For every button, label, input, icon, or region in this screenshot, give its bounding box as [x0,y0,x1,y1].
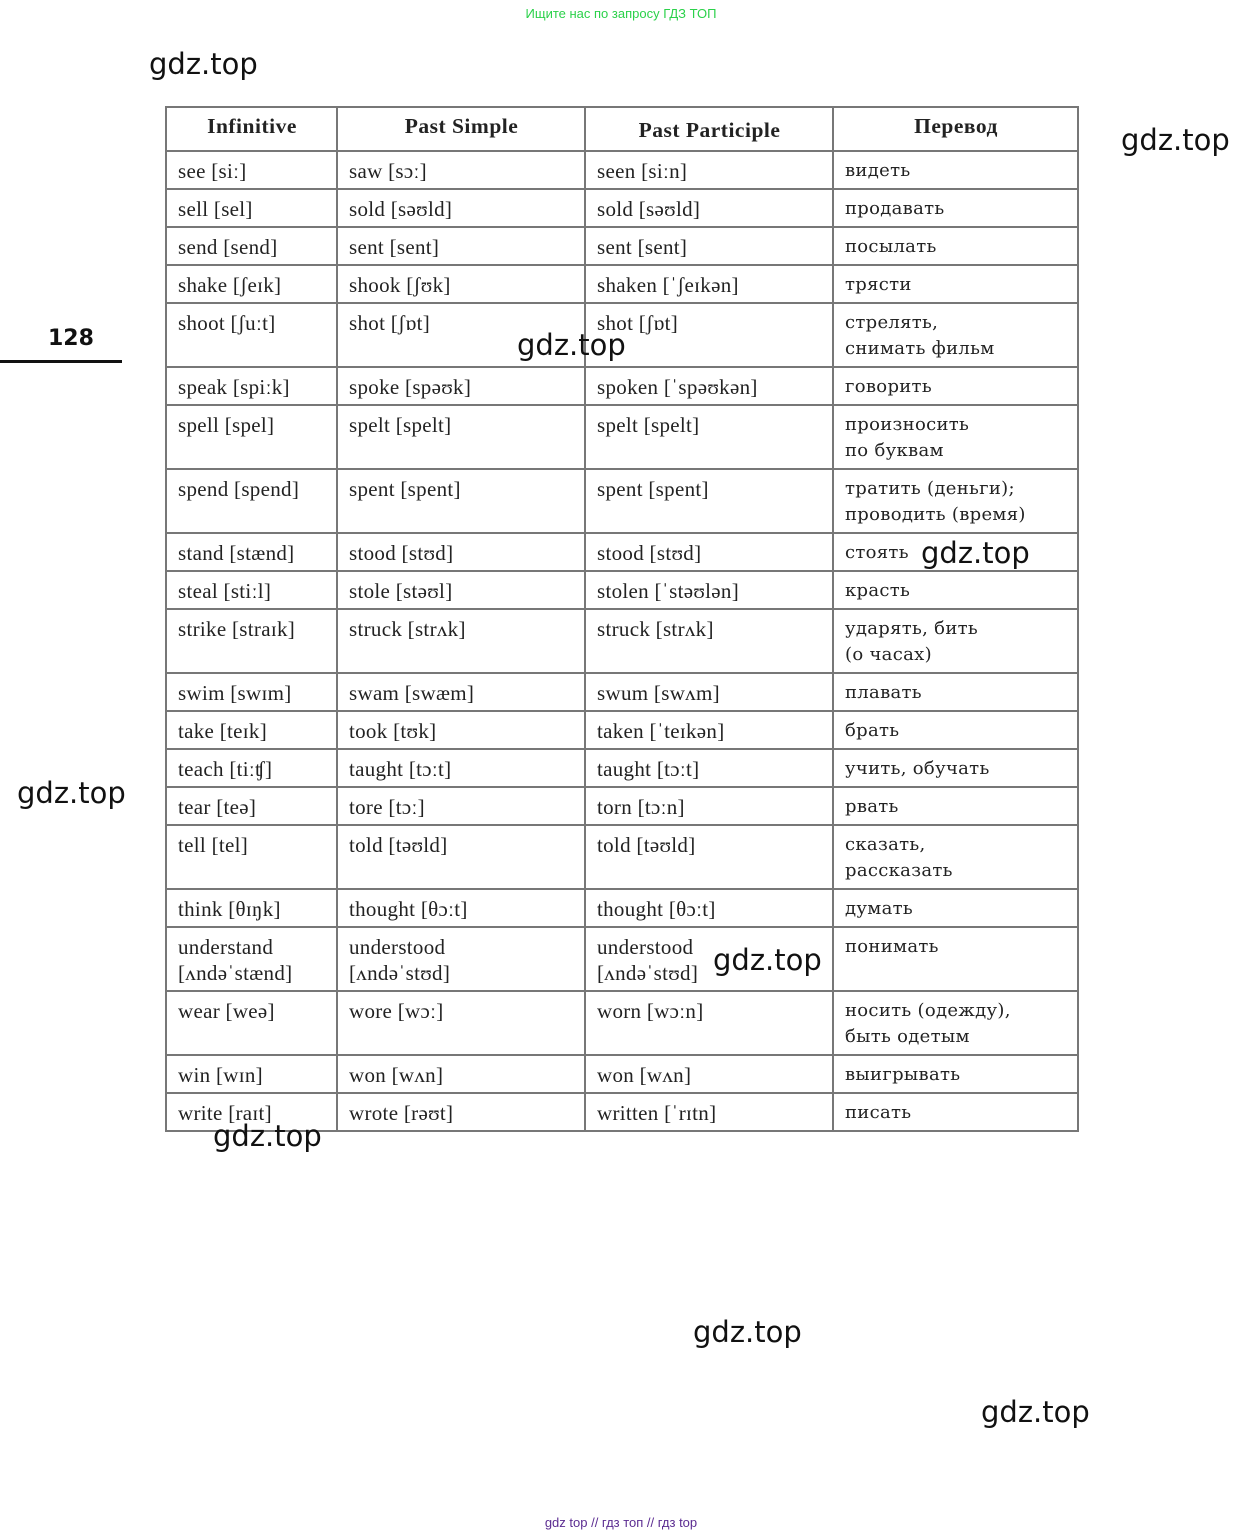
past-participle-cell: stood [stʊd] [585,533,833,571]
table-row [166,787,1078,825]
infinitive-cell: send [send] [166,227,337,265]
table-row [166,367,1078,405]
translation-cell: рвать [833,787,1078,825]
translation-cell: писать [833,1093,1078,1131]
header-infinitive: Infinitive [166,107,337,151]
table-row [166,991,1078,1055]
infinitive-cell: spell [spel] [166,405,337,469]
watermark: gdz.top [1121,123,1230,157]
translation-cell: брать [833,711,1078,749]
table-row [166,265,1078,303]
infinitive-cell: understand [ʌndəˈstænd] [166,927,337,991]
table-row [166,189,1078,227]
past-simple-cell: sold [səʊld] [337,189,585,227]
translation-cell: носить (одежду), быть одетым [833,991,1078,1055]
past-simple-cell: wore [wɔː] [337,991,585,1055]
page-number-rule [0,360,122,363]
top-banner-link[interactable]: Ищите нас по запросу ГДЗ ТОП [525,6,717,21]
past-simple-cell: won [wʌn] [337,1055,585,1093]
table-header-row [166,107,1078,151]
table-row [166,673,1078,711]
watermark: gdz.top [981,1395,1090,1429]
table-row [166,151,1078,189]
past-participle-cell: told [təʊld] [585,825,833,889]
past-simple-cell: taught [tɔːt] [337,749,585,787]
table-row [166,1055,1078,1093]
translation-cell: думать [833,889,1078,927]
table-row [166,825,1078,889]
past-simple-cell: spent [spent] [337,469,585,533]
translation-cell: тратить (деньги); проводить (время) [833,469,1078,533]
table-row [166,469,1078,533]
past-participle-cell: swum [swʌm] [585,673,833,711]
translation-cell: учить, обучать [833,749,1078,787]
infinitive-cell: strike [straɪk] [166,609,337,673]
past-simple-cell: saw [sɔː] [337,151,585,189]
translation-cell: трясти [833,265,1078,303]
past-participle-cell: spelt [spelt] [585,405,833,469]
page-number: 128 [48,326,94,351]
header-translation: Перевод [833,107,1078,151]
past-simple-cell: struck [strʌk] [337,609,585,673]
infinitive-cell: shake [ʃeɪk] [166,265,337,303]
table-row [166,405,1078,469]
past-simple-cell: swam [swæm] [337,673,585,711]
translation-cell: красть [833,571,1078,609]
translation-cell: понимать [833,927,1078,991]
infinitive-cell: write [raɪt] [166,1093,337,1131]
past-simple-cell: took [tʊk] [337,711,585,749]
past-simple-cell: told [təʊld] [337,825,585,889]
past-simple-cell: shot [ʃɒt] [337,303,585,367]
watermark: gdz.top [149,47,258,81]
past-simple-cell: thought [θɔːt] [337,889,585,927]
translation-cell: видеть [833,151,1078,189]
past-participle-cell: understood [ʌndəˈstʊd] [585,927,833,991]
past-participle-cell: won [wʌn] [585,1055,833,1093]
table-row [166,571,1078,609]
infinitive-cell: teach [tiːʧ] [166,749,337,787]
translation-cell: продавать [833,189,1078,227]
translation-cell: стрелять, снимать фильм [833,303,1078,367]
past-participle-cell: taken [ˈteɪkən] [585,711,833,749]
past-simple-cell: wrote [rəʊt] [337,1093,585,1131]
infinitive-cell: take [teɪk] [166,711,337,749]
table-row [166,227,1078,265]
table-row [166,609,1078,673]
past-simple-cell: tore [tɔː] [337,787,585,825]
past-participle-cell: written [ˈrɪtn] [585,1093,833,1131]
translation-cell: выигрывать [833,1055,1078,1093]
table-row [166,749,1078,787]
infinitive-cell: tear [teə] [166,787,337,825]
past-simple-cell: spoke [spəʊk] [337,367,585,405]
past-simple-cell: sent [sent] [337,227,585,265]
translation-cell: плавать [833,673,1078,711]
watermark: gdz.top [213,1119,322,1153]
footer-links[interactable]: gdz top // гдз топ // гдз top [544,1515,698,1530]
infinitive-cell: stand [stænd] [166,533,337,571]
past-participle-cell: seen [siːn] [585,151,833,189]
infinitive-cell: sell [sel] [166,189,337,227]
past-participle-cell: spoken [ˈspəʊkən] [585,367,833,405]
translation-cell: говорить [833,367,1078,405]
table-row [166,711,1078,749]
past-participle-cell: taught [tɔːt] [585,749,833,787]
past-simple-cell: stole [stəʊl] [337,571,585,609]
irregular-verbs-table [165,106,1079,1132]
past-simple-cell: stood [stʊd] [337,533,585,571]
watermark: gdz.top [517,328,626,362]
past-participle-cell: torn [tɔːn] [585,787,833,825]
watermark: gdz.top [921,536,1030,570]
infinitive-cell: think [θɪŋk] [166,889,337,927]
translation-cell: произносить по буквам [833,405,1078,469]
infinitive-cell: tell [tel] [166,825,337,889]
translation-cell: сказать, рассказать [833,825,1078,889]
header-past-simple: Past Simple [337,107,585,151]
watermark: gdz.top [693,1315,802,1349]
header-past-participle: Past Participle [585,107,833,151]
table-row [166,927,1078,991]
infinitive-cell: win [wɪn] [166,1055,337,1093]
translation-cell: ударять, бить (о часах) [833,609,1078,673]
infinitive-cell: spend [spend] [166,469,337,533]
translation-cell: посылать [833,227,1078,265]
infinitive-cell: speak [spiːk] [166,367,337,405]
infinitive-cell: steal [stiːl] [166,571,337,609]
table-body [166,151,1078,1131]
past-participle-cell: spent [spent] [585,469,833,533]
infinitive-cell: shoot [ʃuːt] [166,303,337,367]
past-simple-cell: shook [ʃʊk] [337,265,585,303]
past-participle-cell: stolen [ˈstəʊlən] [585,571,833,609]
translation-cell: стоять [833,533,1078,571]
past-participle-cell: thought [θɔːt] [585,889,833,927]
watermark: gdz.top [17,776,126,810]
past-simple-cell: spelt [spelt] [337,405,585,469]
past-participle-cell: shaken [ˈʃeɪkən] [585,265,833,303]
past-participle-cell: sent [sent] [585,227,833,265]
past-participle-cell: shot [ʃɒt] [585,303,833,367]
past-participle-cell: worn [wɔːn] [585,991,833,1055]
past-participle-cell: sold [səʊld] [585,189,833,227]
past-simple-cell: understood [ʌndəˈstʊd] [337,927,585,991]
table-row [166,889,1078,927]
infinitive-cell: see [siː] [166,151,337,189]
infinitive-cell: swim [swɪm] [166,673,337,711]
infinitive-cell: wear [weə] [166,991,337,1055]
watermark: gdz.top [713,943,822,977]
past-participle-cell: struck [strʌk] [585,609,833,673]
